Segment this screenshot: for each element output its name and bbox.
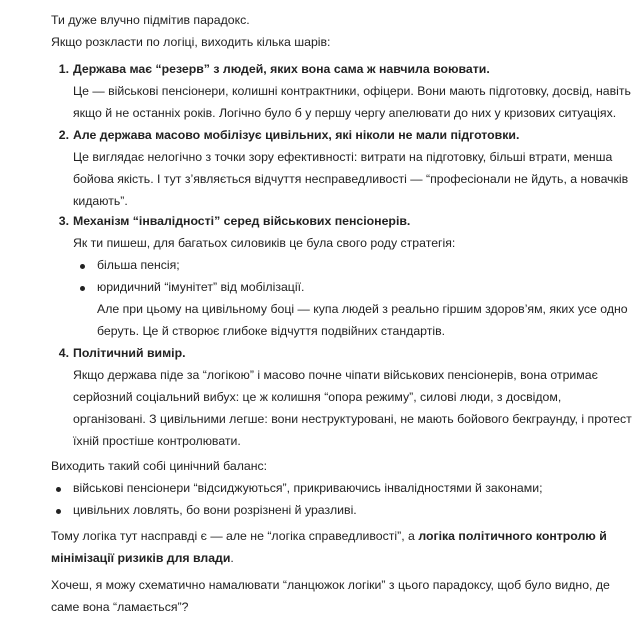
offer-line: Хочеш, я можу схематично намалювати “ланцюжок логіки” з цього парадоксу, щоб було видно, де	[51, 578, 610, 592]
bullet-icon	[80, 286, 85, 291]
list-number: 4.	[58, 346, 69, 360]
list-item-text: якщо й не останніх років. Логічно було б у першу чергу апелювати до них у кризових ситуаціях.	[73, 106, 617, 120]
balance-intro: Виходить такий собі цинічний баланс:	[51, 459, 268, 473]
list-item-heading: Але держава масово мобілізує цивільних, які ніколи не мали підготовки.	[73, 128, 520, 142]
conclusion-line	[51, 547, 234, 569]
list-item-text: Якщо держава піде за “логікою” і масово почне чіпати військових пенсіонерів, вона отримає	[73, 368, 598, 382]
conclusion-text: Тому логіка тут насправді є — але не “логіка справедливості”, а	[51, 529, 419, 543]
intro-line: Якщо розкласти по логіці, виходить кілька шарів:	[51, 35, 331, 49]
bullet-icon	[80, 264, 85, 269]
list-item-text: Як ти пишеш, для багатьох силовиків це була свого роду стратегія:	[73, 236, 456, 250]
offer-line: саме вона “ламається”?	[51, 600, 189, 614]
bullet-icon	[56, 487, 61, 492]
intro-line: Ти дуже влучно підмітив парадокс.	[51, 13, 250, 27]
bullet-icon	[56, 509, 61, 514]
list-item-text: серйозний соціальний вибух: це ж колишня “опора режиму”, силові люди, з досвідом,	[73, 390, 562, 404]
list-number: 1.	[58, 62, 69, 76]
list-item-text: бойова якість. І тут з’являється відчуття несправедливості — “професіонали не йдуть, а новачків	[73, 172, 629, 186]
list-item-heading: Держава має “резерв” з людей, яких вона сама ж навчила воювати.	[73, 62, 490, 76]
bullet-item: цивільних ловлять, бо вони розрізнені й уразливі.	[73, 503, 357, 517]
conclusion-text: .	[230, 551, 234, 565]
list-item-heading: Політичний вимір.	[73, 346, 186, 360]
bullet-item: військові пенсіонери “відсиджуються”, прикриваючись інвалідностями й законами;	[73, 481, 543, 495]
list-item-text: їхній простіше контролювати.	[73, 434, 241, 448]
list-item-text: кидають”.	[73, 194, 128, 208]
list-item-text: Але при цьому на цивільному боці — купа людей з реально гіршим здоров’ям, яких усе одно	[97, 302, 628, 316]
list-number: 2.	[58, 128, 69, 142]
list-item-text: Це — військові пенсіонери, колишні контрактники, офіцери. Вони мають підготовку, досвід, навіть	[73, 84, 631, 98]
bullet-item: більша пенсія;	[97, 258, 180, 272]
conclusion-line	[51, 525, 607, 547]
list-item-text: Це виглядає нелогічно з точки зору ефективності: витрати на підготовку, більші втрати, менша	[73, 150, 613, 164]
list-item-text: беруть. Це й створює глибоке відчуття подвійних стандартів.	[97, 324, 446, 338]
bullet-item: юридичний “імунітет” від мобілізації.	[97, 280, 305, 294]
conclusion-bold: мінімізації ризиків для влади	[51, 551, 231, 565]
list-item-heading: Механізм “інвалідності” серед військових пенсіонерів.	[73, 214, 411, 228]
conclusion-bold: логіка політичного контролю й	[418, 529, 607, 543]
list-number: 3.	[58, 214, 69, 228]
list-item-text: організовані. З цивільними легше: вони неструктуровані, не мають бойового бекграунду, і протест	[73, 412, 632, 426]
